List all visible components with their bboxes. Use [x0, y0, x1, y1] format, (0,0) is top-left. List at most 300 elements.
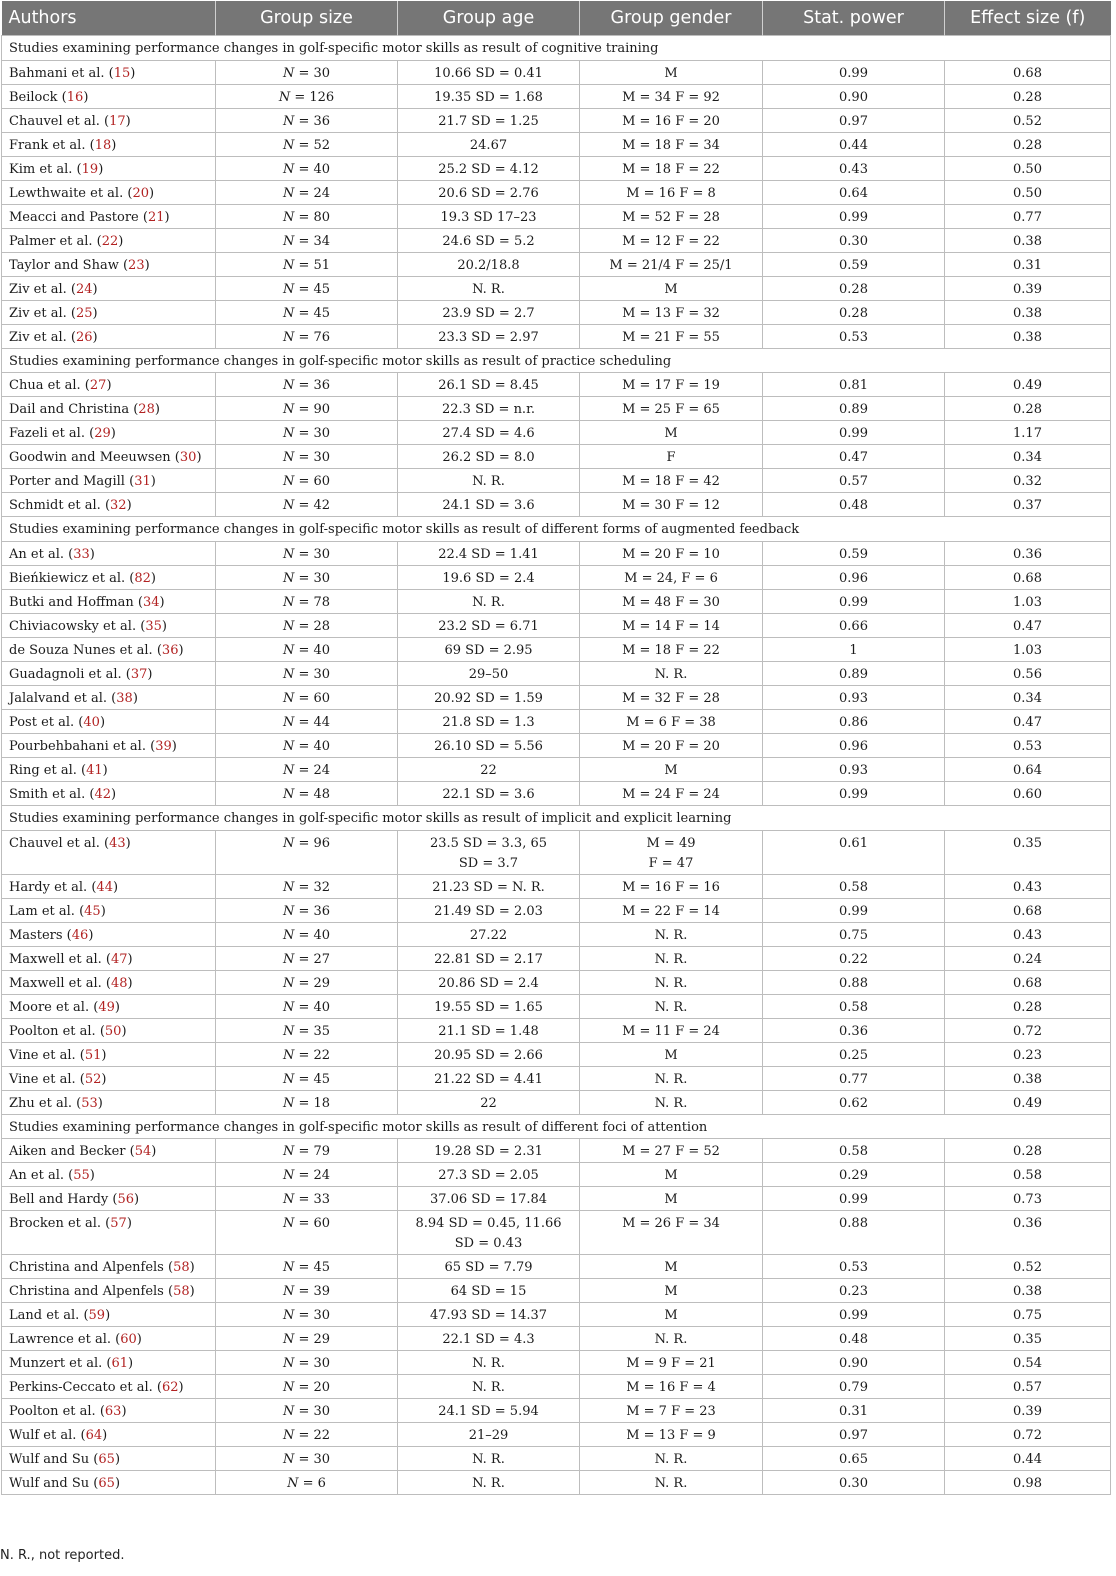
- n-symbol: N: [282, 402, 295, 418]
- group-gender-value: M = 16 F = 20: [622, 113, 720, 129]
- effect-size-cell: 0.52: [945, 108, 1111, 132]
- group-gender-cell: [580, 946, 763, 970]
- table-row: [2, 1255, 1111, 1279]
- citation-link[interactable]: 24: [75, 281, 93, 297]
- effect-size-cell: 0.38: [945, 1066, 1111, 1090]
- citation-link[interactable]: 59: [88, 1308, 106, 1324]
- group-gender-cell: [580, 970, 763, 994]
- n-symbol: N: [282, 1428, 295, 1444]
- table-row: [2, 1399, 1111, 1423]
- citation-link[interactable]: 65: [98, 1476, 115, 1492]
- group-gender-cell: [580, 276, 763, 300]
- citation-link[interactable]: 31: [134, 474, 151, 490]
- author-cell: Moore et al. (49): [2, 994, 216, 1018]
- group-gender-value: M: [664, 1308, 678, 1324]
- n-symbol: N: [282, 137, 295, 153]
- group-size-value: 80: [313, 209, 331, 225]
- group-gender-cell: [580, 60, 763, 84]
- group-age-cell: [398, 922, 580, 946]
- table-row: [2, 758, 1111, 782]
- group-age-cell: [398, 252, 580, 276]
- citation-link[interactable]: 45: [84, 903, 101, 919]
- author-cell: Bell and Hardy (56): [2, 1187, 216, 1211]
- group-gender-value: N. R.: [654, 1095, 688, 1111]
- table-row: [2, 1163, 1111, 1187]
- effect-size-cell: 0.50: [945, 156, 1111, 180]
- group-age-cell: [398, 686, 580, 710]
- citation-link[interactable]: 50: [104, 1023, 122, 1039]
- group-gender-value: M = 7 F = 23: [626, 1404, 716, 1420]
- effect-size-cell: 0.36: [945, 1211, 1111, 1255]
- group-size-value: 32: [313, 879, 331, 895]
- author-cell: Ziv et al. (25): [2, 300, 216, 324]
- group-size-value: 18: [313, 1095, 331, 1111]
- citation-link[interactable]: 47: [110, 951, 128, 967]
- citation-link[interactable]: 55: [73, 1168, 90, 1184]
- group-age-value: 21.23 SD = N. R.: [432, 879, 545, 895]
- group-gender-cell: [580, 228, 763, 252]
- group-gender-cell: [580, 1090, 763, 1114]
- group-gender-value: M = 25 F = 65: [622, 402, 720, 418]
- author-name: Wulf et al.: [9, 1428, 77, 1444]
- stat-power-cell: 0.88: [763, 1211, 945, 1255]
- table-row: [2, 1018, 1111, 1042]
- table-row: [2, 469, 1111, 493]
- citation-link[interactable]: 48: [110, 975, 128, 991]
- group-gender-value: M: [664, 1192, 678, 1208]
- group-age-value: 21.8 SD = 1.3: [442, 715, 535, 731]
- group-age-cell: [398, 542, 580, 566]
- column-header-stat-power: Stat. power: [763, 1, 945, 36]
- stat-power-cell: 0.97: [763, 1423, 945, 1447]
- citation-link[interactable]: 28: [138, 402, 155, 418]
- group-age-cell: [398, 1066, 580, 1090]
- author-cell: Brocken et al. (57): [2, 1211, 216, 1255]
- table-row: [2, 228, 1111, 252]
- group-age-cell: [398, 1471, 580, 1495]
- table-row: [2, 324, 1111, 348]
- author-cell: Porter and Magill (31): [2, 469, 216, 493]
- table-row: [2, 590, 1111, 614]
- n-symbol: N: [282, 281, 295, 297]
- author-name: Dail and Christina: [9, 402, 130, 418]
- n-symbol: N: [282, 571, 295, 587]
- effect-size-cell: 0.98: [945, 1471, 1111, 1495]
- author-name: Christina and Alpenfels: [9, 1284, 164, 1300]
- author-name: Maxwell et al.: [9, 951, 102, 967]
- section-title: Studies examining performance changes in golf-specific motor skills as result of practice scheduling: [2, 348, 1111, 373]
- author-cell: Jalalvand et al. (38): [2, 686, 216, 710]
- stat-power-cell: 0.66: [763, 614, 945, 638]
- stat-power-cell: 0.90: [763, 1351, 945, 1375]
- group-size-value: 22: [313, 1047, 331, 1063]
- citation-link[interactable]: 64: [85, 1428, 103, 1444]
- stat-power-cell: 0.28: [763, 300, 945, 324]
- citation-link[interactable]: 37: [130, 667, 148, 683]
- author-name: Jalalvand et al.: [9, 691, 108, 707]
- group-age-cell: [398, 1211, 580, 1255]
- group-size-cell: N = 33: [216, 1187, 398, 1211]
- group-gender-value: M: [664, 281, 678, 297]
- table-footnote: N. R., not reported.: [0, 1548, 125, 1563]
- stat-power-cell: 0.29: [763, 1163, 945, 1187]
- column-header-group-size: Group size: [216, 1, 398, 36]
- author-name: Frank et al.: [9, 137, 86, 153]
- group-age-value: 22.1 SD = 3.6: [442, 787, 535, 803]
- table-row: [2, 108, 1111, 132]
- group-gender-cell: [580, 994, 763, 1018]
- group-age-value: N. R.: [472, 595, 505, 611]
- effect-size-cell: 0.72: [945, 1423, 1111, 1447]
- n-symbol: N: [282, 903, 295, 919]
- citation-link[interactable]: 49: [98, 999, 115, 1015]
- effect-size-cell: 0.28: [945, 994, 1111, 1018]
- group-gender-value: M = 48 F = 30: [622, 595, 720, 611]
- citation-link[interactable]: 52: [84, 1071, 102, 1087]
- group-gender-cell: [580, 1471, 763, 1495]
- citation-link[interactable]: 41: [86, 763, 103, 779]
- group-age-value: 69 SD = 2.95: [444, 643, 533, 659]
- group-age-value: 65 SD = 7.79: [444, 1260, 533, 1276]
- group-age-value: 26.10 SD = 5.56: [434, 739, 543, 755]
- stat-power-cell: 0.59: [763, 252, 945, 276]
- citation-link[interactable]: 42: [94, 787, 111, 803]
- citation-link[interactable]: 19: [81, 161, 99, 177]
- author-name: Land et al.: [9, 1308, 80, 1324]
- n-symbol: N: [282, 1047, 295, 1063]
- n-symbol: N: [282, 927, 295, 943]
- group-age-cell: [398, 300, 580, 324]
- citation-link[interactable]: 21: [147, 209, 165, 225]
- citation-link[interactable]: 39: [155, 739, 172, 755]
- table-row: [2, 1471, 1111, 1495]
- effect-size-cell: 0.39: [945, 1399, 1111, 1423]
- citation-link[interactable]: 35: [145, 619, 162, 635]
- stat-power-cell: 0.93: [763, 686, 945, 710]
- citation-link[interactable]: 34: [142, 595, 160, 611]
- n-symbol: N: [282, 1144, 295, 1160]
- group-gender-cell: [580, 590, 763, 614]
- effect-size-cell: 0.68: [945, 970, 1111, 994]
- author-cell: Bahmani et al. (15): [2, 60, 216, 84]
- effect-size-cell: 0.54: [945, 1351, 1111, 1375]
- citation-link[interactable]: 54: [134, 1144, 152, 1160]
- group-age-cell: [398, 1255, 580, 1279]
- section-title: Studies examining performance changes in golf-specific motor skills as result of cognitive training: [2, 36, 1111, 61]
- group-size-value: 29: [313, 975, 331, 991]
- citation-link[interactable]: 56: [117, 1192, 135, 1208]
- citation-link[interactable]: 30: [179, 450, 197, 466]
- stat-power-cell: 0.61: [763, 830, 945, 874]
- author-cell: Christina and Alpenfels (58): [2, 1255, 216, 1279]
- group-age-value-line2: SD = 3.7: [458, 855, 519, 871]
- stat-power-cell: 0.99: [763, 898, 945, 922]
- citation-link[interactable]: 40: [83, 715, 100, 731]
- group-age-cell: [398, 493, 580, 517]
- citation-link[interactable]: 61: [111, 1356, 129, 1372]
- group-gender-value: N. R.: [654, 667, 688, 683]
- group-size-value: 90: [313, 402, 331, 418]
- citation-link[interactable]: 43: [109, 835, 126, 851]
- table-row: [2, 1139, 1111, 1163]
- group-gender-value: M = 24, F = 6: [624, 571, 718, 587]
- group-size-value: 52: [313, 137, 331, 153]
- group-age-cell: [398, 1303, 580, 1327]
- group-size-value: 76: [313, 329, 331, 345]
- group-size-cell: N = 40: [216, 156, 398, 180]
- group-age-cell: [398, 874, 580, 898]
- n-symbol: N: [282, 1095, 295, 1111]
- table-row: [2, 1327, 1111, 1351]
- author-name: Ziv et al.: [9, 329, 67, 345]
- citation-link[interactable]: 16: [66, 89, 84, 105]
- stat-power-cell: 0.99: [763, 1303, 945, 1327]
- citation-link[interactable]: 62: [162, 1380, 179, 1396]
- group-age-value: 25.2 SD = 4.12: [438, 161, 539, 177]
- table-row: [2, 1066, 1111, 1090]
- author-cell: Schmidt et al. (32): [2, 493, 216, 517]
- n-symbol: N: [282, 1192, 295, 1208]
- citation-link[interactable]: 58: [173, 1284, 190, 1300]
- group-gender-cell: [580, 898, 763, 922]
- table-row: [2, 970, 1111, 994]
- table-row: [2, 156, 1111, 180]
- citation-link[interactable]: 22: [101, 233, 119, 249]
- author-cell: Hardy et al. (44): [2, 874, 216, 898]
- group-gender-cell: [580, 300, 763, 324]
- author-name: Chua et al.: [9, 378, 81, 394]
- citation-link[interactable]: 57: [110, 1216, 127, 1232]
- group-age-value: N. R.: [472, 1452, 505, 1468]
- group-size-value: 22: [313, 1428, 331, 1444]
- n-symbol: N: [282, 305, 295, 321]
- author-name: Vine et al.: [9, 1071, 76, 1087]
- citation-link[interactable]: 23: [128, 257, 145, 273]
- group-size-value: 28: [313, 619, 331, 635]
- group-age-cell: [398, 614, 580, 638]
- group-gender-value: M: [664, 1168, 678, 1184]
- author-name: Taylor and Shaw: [9, 257, 119, 273]
- group-gender-value: M: [664, 65, 678, 81]
- group-gender-value: M = 17 F = 19: [622, 378, 720, 394]
- citation-link[interactable]: 38: [116, 691, 133, 707]
- column-header-group-gender: Group gender: [580, 1, 763, 36]
- group-gender-value: M = 16 F = 8: [626, 185, 716, 201]
- group-age-cell: [398, 373, 580, 397]
- stat-power-cell: 0.58: [763, 874, 945, 898]
- group-size-value: 30: [313, 1452, 331, 1468]
- citation-link[interactable]: 32: [110, 498, 127, 514]
- group-gender-value: M = 21/4 F = 25/1: [609, 257, 733, 273]
- effect-size-cell: 0.39: [945, 276, 1111, 300]
- table-row: [2, 898, 1111, 922]
- group-gender-value: M = 52 F = 28: [622, 209, 720, 225]
- stat-power-cell: 0.79: [763, 1375, 945, 1399]
- author-cell: Wulf and Su (65): [2, 1447, 216, 1471]
- group-age-cell: [398, 782, 580, 806]
- group-age-cell: [398, 638, 580, 662]
- author-cell: Butki and Hoffman (34): [2, 590, 216, 614]
- section-row: [2, 36, 1111, 61]
- group-size-value: 48: [313, 787, 331, 803]
- group-age-value: N. R.: [472, 1356, 505, 1372]
- n-symbol: N: [282, 739, 295, 755]
- citation-link[interactable]: 26: [75, 329, 93, 345]
- group-gender-value: N. R.: [654, 1476, 688, 1492]
- group-age-value: 20.92 SD = 1.59: [434, 691, 543, 707]
- group-age-cell: [398, 324, 580, 348]
- group-size-cell: N = 36: [216, 373, 398, 397]
- author-name: An et al.: [9, 1168, 64, 1184]
- group-gender-value: M = 12 F = 22: [622, 233, 720, 249]
- effect-size-cell: 0.28: [945, 1139, 1111, 1163]
- author-name: Bieńkiewicz et al.: [9, 571, 126, 587]
- effect-size-cell: 0.43: [945, 874, 1111, 898]
- group-size-cell: N = 60: [216, 686, 398, 710]
- group-age-cell: [398, 1279, 580, 1303]
- effect-size-cell: 0.52: [945, 1255, 1111, 1279]
- n-symbol: N: [282, 113, 295, 129]
- author-cell: Chauvel et al. (17): [2, 108, 216, 132]
- stat-power-cell: 0.47: [763, 445, 945, 469]
- effect-size-cell: 0.49: [945, 373, 1111, 397]
- n-symbol: N: [282, 209, 295, 225]
- group-size-cell: N = 48: [216, 782, 398, 806]
- group-gender-value: M = 49: [646, 835, 696, 851]
- author-cell: de Souza Nunes et al. (36): [2, 638, 216, 662]
- group-size-cell: N = 32: [216, 874, 398, 898]
- group-size-cell: N = 30: [216, 542, 398, 566]
- stat-power-cell: 0.99: [763, 421, 945, 445]
- author-cell: Lam et al. (45): [2, 898, 216, 922]
- group-age-value: 21.49 SD = 2.03: [434, 903, 543, 919]
- group-size-cell: N = 45: [216, 300, 398, 324]
- group-age-value: 64 SD = 15: [450, 1284, 527, 1300]
- author-cell: Meacci and Pastore (21): [2, 204, 216, 228]
- citation-link[interactable]: 65: [98, 1452, 115, 1468]
- group-size-cell: N = 18: [216, 1090, 398, 1114]
- citation-link[interactable]: 18: [94, 137, 112, 153]
- author-name: Porter and Magill: [9, 474, 125, 490]
- stat-power-cell: 0.36: [763, 1018, 945, 1042]
- group-age-cell: [398, 590, 580, 614]
- citation-link[interactable]: 17: [109, 113, 126, 129]
- stat-power-cell: 0.62: [763, 1090, 945, 1114]
- group-size-cell: N = 30: [216, 1303, 398, 1327]
- group-age-value: 20.86 SD = 2.4: [438, 975, 539, 991]
- citation-link[interactable]: 46: [71, 927, 89, 943]
- effect-size-cell: 0.64: [945, 758, 1111, 782]
- group-gender-value: M = 30 F = 12: [622, 498, 720, 514]
- group-size-value: 45: [313, 305, 331, 321]
- citation-link[interactable]: 44: [96, 879, 113, 895]
- group-age-value: 22.3 SD = n.r.: [442, 402, 535, 418]
- group-size-value: 40: [313, 739, 331, 755]
- group-size-cell: N = 30: [216, 421, 398, 445]
- author-name: Smith et al.: [9, 787, 86, 803]
- table-row: [2, 614, 1111, 638]
- n-symbol: N: [282, 1380, 295, 1396]
- table-row: [2, 60, 1111, 84]
- author-cell: Chauvel et al. (43): [2, 830, 216, 874]
- author-cell: Bieńkiewicz et al. (82): [2, 566, 216, 590]
- group-age-cell: [398, 60, 580, 84]
- stat-power-cell: 1: [763, 638, 945, 662]
- group-gender-cell: [580, 1163, 763, 1187]
- citation-link[interactable]: 58: [173, 1260, 190, 1276]
- group-age-value: 22: [480, 1095, 497, 1111]
- n-symbol: N: [282, 667, 295, 683]
- stat-power-cell: 0.75: [763, 922, 945, 946]
- group-size-cell: N = 44: [216, 710, 398, 734]
- effect-size-cell: 0.32: [945, 469, 1111, 493]
- table-row: [2, 1303, 1111, 1327]
- citation-link[interactable]: 20: [132, 185, 149, 201]
- n-symbol: N: [282, 450, 295, 466]
- author-name: Lam et al.: [9, 903, 75, 919]
- citation-link[interactable]: 82: [134, 571, 151, 587]
- citation-link[interactable]: 63: [104, 1404, 122, 1420]
- group-gender-cell: [580, 874, 763, 898]
- group-gender-cell: [580, 758, 763, 782]
- citation-link[interactable]: 60: [120, 1332, 137, 1348]
- group-size-cell: N = 45: [216, 1066, 398, 1090]
- group-age-value: 21–29: [468, 1428, 509, 1444]
- author-cell: Dail and Christina (28): [2, 397, 216, 421]
- group-gender-value: M = 22 F = 14: [622, 903, 720, 919]
- group-age-value: N. R.: [472, 474, 505, 490]
- author-cell: Christina and Alpenfels (58): [2, 1279, 216, 1303]
- author-name: Ziv et al.: [9, 281, 67, 297]
- group-size-value: 24: [313, 185, 331, 201]
- stat-power-cell: 0.30: [763, 1471, 945, 1495]
- group-gender-cell: [580, 469, 763, 493]
- citation-link[interactable]: 15: [113, 65, 131, 81]
- group-gender-value: M = 18 F = 22: [622, 643, 720, 659]
- effect-size-cell: 1.03: [945, 590, 1111, 614]
- citation-link[interactable]: 53: [81, 1095, 98, 1111]
- author-name: Chiviacowsky et al.: [9, 619, 137, 635]
- effect-size-cell: 1.17: [945, 421, 1111, 445]
- group-size-cell: N = 30: [216, 445, 398, 469]
- group-gender-value: M = 13 F = 9: [626, 1428, 716, 1444]
- effect-size-cell: 0.35: [945, 1327, 1111, 1351]
- author-cell: Beilock (16): [2, 84, 216, 108]
- group-size-cell: N = 30: [216, 1447, 398, 1471]
- n-symbol: N: [282, 474, 295, 490]
- group-size-cell: N = 40: [216, 734, 398, 758]
- stat-power-cell: 0.53: [763, 1255, 945, 1279]
- group-gender-cell: [580, 566, 763, 590]
- group-size-value: 40: [313, 643, 331, 659]
- citation-link[interactable]: 27: [89, 378, 107, 394]
- effect-size-cell: 0.23: [945, 1042, 1111, 1066]
- group-gender-cell: [580, 421, 763, 445]
- author-cell: An et al. (55): [2, 1163, 216, 1187]
- citation-link[interactable]: 33: [73, 547, 90, 563]
- group-gender-value: M = 32 F = 28: [622, 691, 720, 707]
- group-size-value: 96: [313, 835, 331, 851]
- author-name: Zhu et al.: [9, 1095, 73, 1111]
- group-size-cell: N = 30: [216, 60, 398, 84]
- group-age-value: 27.22: [469, 927, 508, 943]
- author-cell: Chua et al. (27): [2, 373, 216, 397]
- citation-link[interactable]: 29: [94, 426, 111, 442]
- citation-link[interactable]: 36: [161, 643, 179, 659]
- citation-link[interactable]: 51: [84, 1047, 102, 1063]
- citation-link[interactable]: 25: [75, 305, 93, 321]
- author-name: Fazeli et al.: [9, 426, 85, 442]
